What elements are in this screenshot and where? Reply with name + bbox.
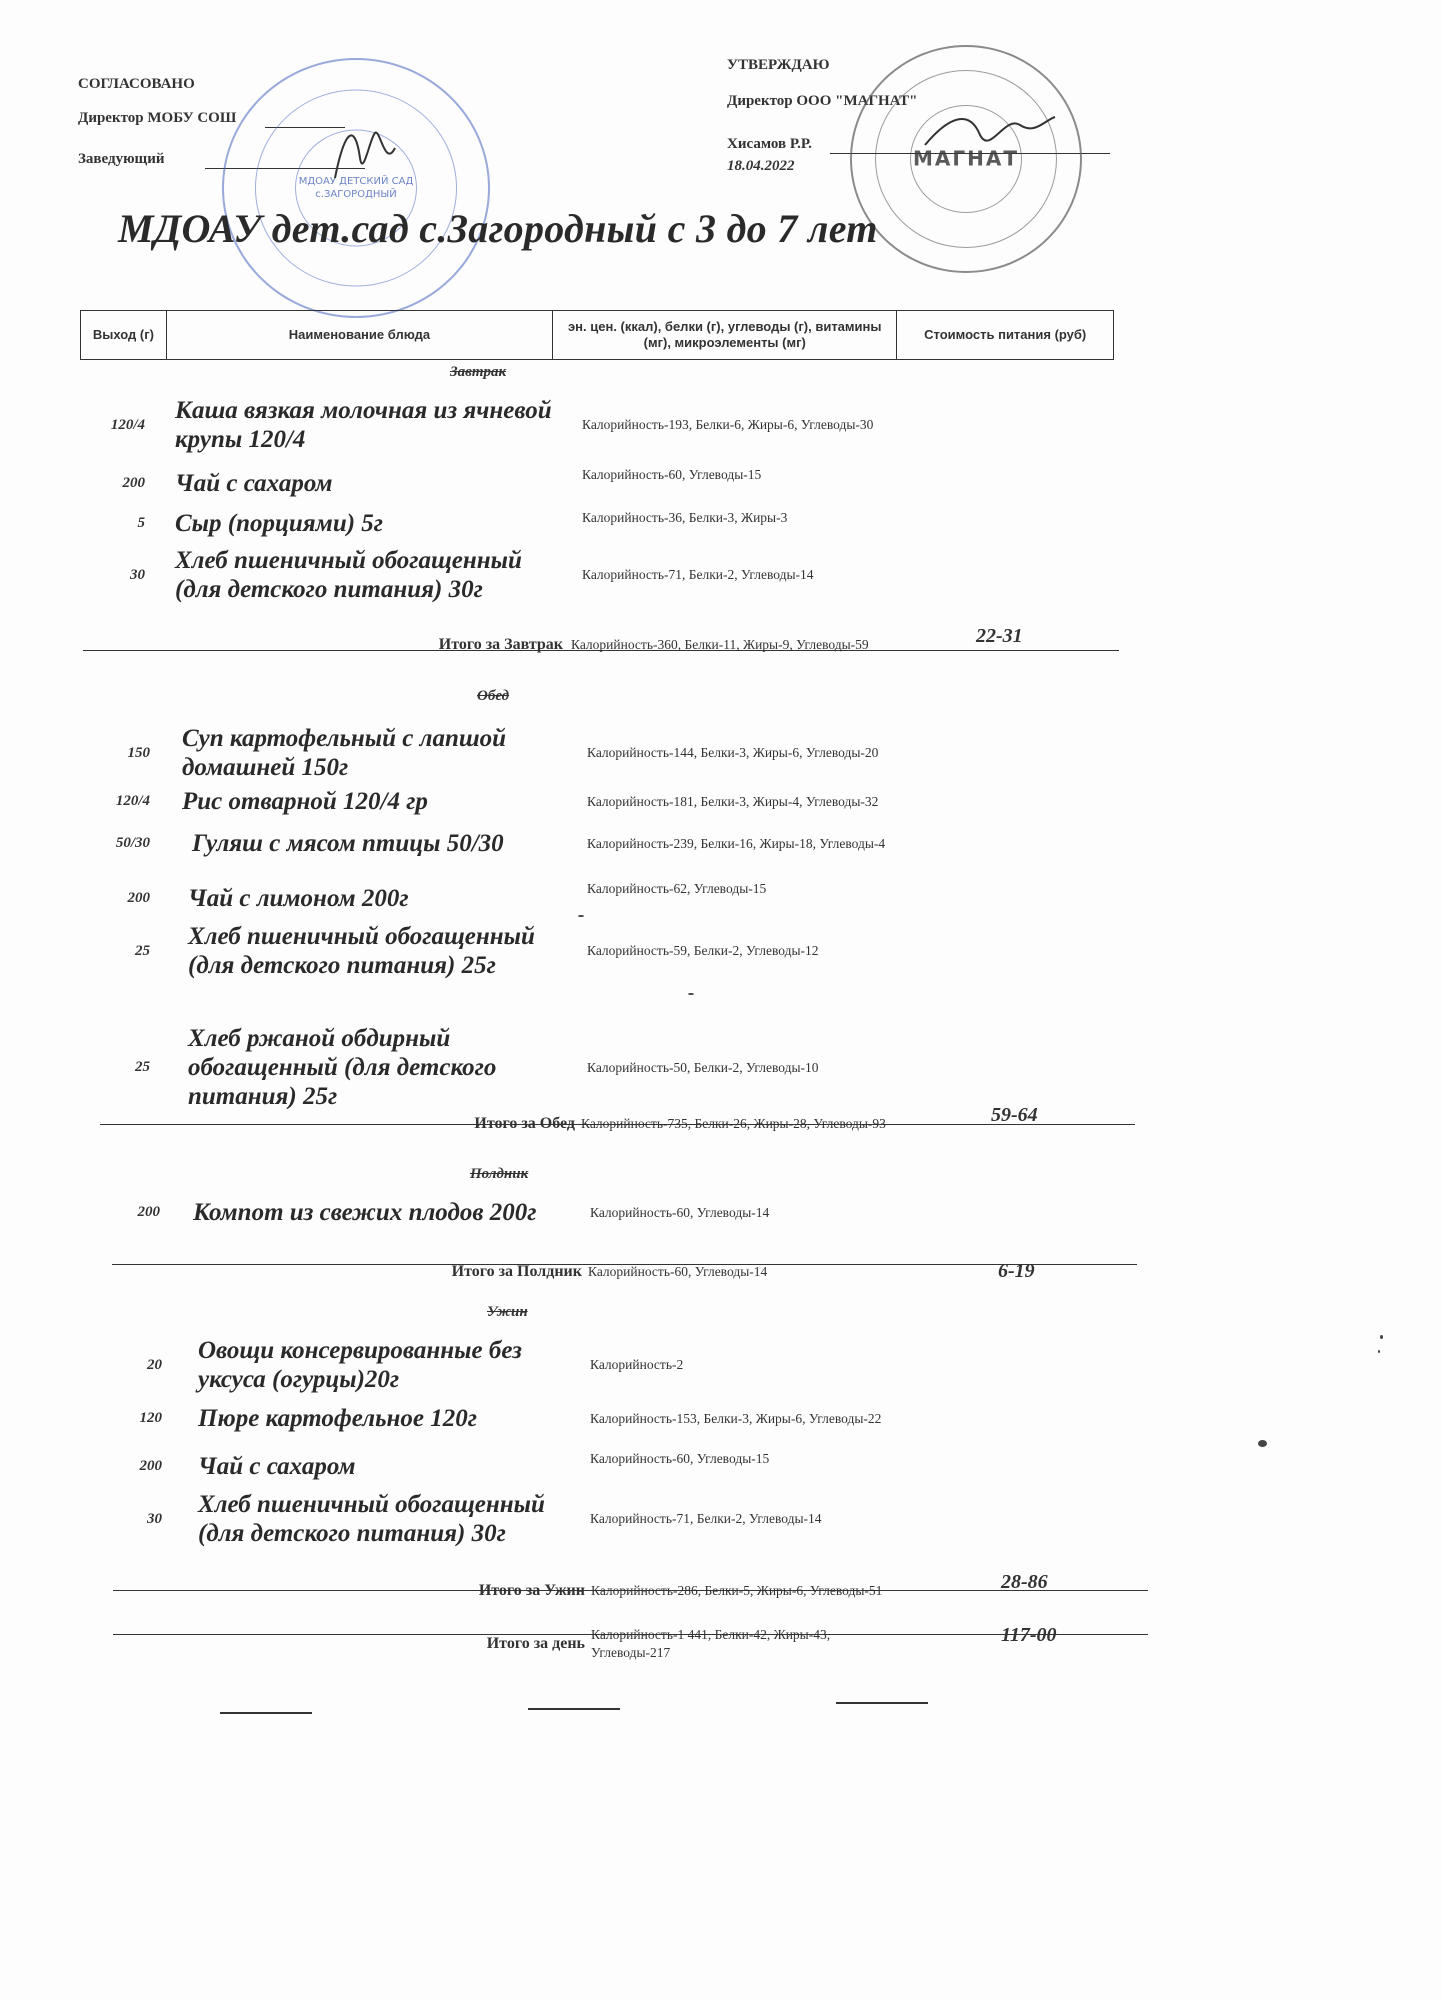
menu-row — [80, 724, 980, 782]
menu-row — [92, 1490, 992, 1548]
total-row — [83, 624, 1123, 654]
menu-row — [75, 509, 975, 538]
day-total-cost: 117-00 — [1001, 1623, 1057, 1646]
amount: 200 — [139, 1458, 162, 1474]
dish-name: Хлеб пшеничный обогащенный (для детского питания) 25г — [188, 923, 535, 979]
dish-name: Чай с лимоном 200г — [188, 885, 409, 912]
menu-row — [92, 1452, 992, 1481]
signature-line — [220, 1712, 312, 1714]
company-director-label: Директор ООО "МАГНАТ" — [727, 93, 918, 109]
nutrition: Калорийность-239, Белки-16, Жиры-18, Углеводы-4 — [587, 835, 886, 851]
total-label: Итого за Ужин — [478, 1582, 585, 1599]
approval-date: 18.04.2022 — [727, 158, 795, 174]
meal-cost: 59-64 — [991, 1103, 1038, 1126]
menu-row — [80, 922, 980, 980]
amount: 150 — [127, 744, 150, 761]
nutrition: Калорийность-153, Белки-3, Жиры-6, Углеводы-22 — [590, 1410, 882, 1426]
amount: 200 — [122, 475, 145, 491]
menu-row — [92, 1404, 992, 1433]
amount: 120/4 — [115, 793, 150, 809]
total-nutrition: Калорийность-60, Углеводы-14 — [588, 1263, 768, 1279]
amount: 25 — [135, 1059, 150, 1075]
nutrition: Калорийность-36, Белки-3, Жиры-3 — [582, 509, 788, 525]
dish-name: Хлеб пшеничный обогащенный (для детского питания) 30г — [198, 1491, 545, 1547]
nutrition: Калорийность-50, Белки-2, Углеводы-10 — [587, 1059, 819, 1075]
nutrition: Калорийность-71, Белки-2, Углеводы-14 — [582, 567, 814, 582]
dish-name: Чай с сахаром — [175, 470, 333, 497]
amount: 30 — [130, 566, 145, 583]
amount: 25 — [135, 942, 150, 959]
column-header-amount: Выход (г) — [81, 311, 167, 359]
dish-name: Чай с сахаром — [198, 1453, 356, 1480]
nutrition: Калорийность-2 — [590, 1357, 684, 1372]
section-title: Ужин — [487, 1304, 528, 1320]
agreed-label: СОГЛАСОВАНО — [78, 76, 195, 92]
amount: 20 — [147, 1356, 162, 1373]
scan-speck — [1380, 1335, 1383, 1339]
total-nutrition: Калорийность-735, Белки-26, Жиры-28, Углеводы-93 — [581, 1116, 886, 1131]
scan-speck — [1258, 1440, 1267, 1447]
amount: 200 — [137, 1204, 160, 1220]
nutrition: Калорийность-60, Углеводы-15 — [582, 466, 762, 482]
nutrition: Калорийность-59, Белки-2, Углеводы-12 — [587, 943, 819, 958]
menu-row — [80, 1024, 980, 1111]
menu-row — [80, 829, 980, 858]
total-row — [113, 1570, 1153, 1600]
day-total-label: Итого за день — [486, 1635, 585, 1652]
signature-scribble — [325, 118, 405, 188]
meal-cost: 6-19 — [998, 1260, 1035, 1282]
page-title: МДОАУ дет.сад с.Загородный с 3 до 7 лет — [118, 206, 878, 251]
table-header — [80, 310, 1114, 360]
amount: 50/30 — [115, 835, 150, 851]
organization-stamp — [222, 58, 490, 318]
nutrition: Калорийность-181, Белки-3, Жиры-4, Углеводы-32 — [587, 793, 879, 809]
dish-name: Хлеб ржаной обдирный обогащенный (для детского питания) 25г — [188, 1025, 497, 1110]
head-label: Заведующий — [78, 151, 165, 167]
total-row — [100, 1103, 1140, 1133]
director-name: Хисамов Р.Р. — [727, 136, 812, 152]
menu-row — [92, 1336, 992, 1394]
menu-row — [90, 1198, 990, 1227]
dish-name: Компот из свежих плодов 200г — [193, 1199, 537, 1226]
total-label: Итого за Полдник — [451, 1262, 582, 1280]
signature-line — [528, 1708, 620, 1710]
signature-line — [836, 1702, 928, 1704]
dish-name: Овощи консервированные без уксуса (огурцы)20г — [198, 1337, 522, 1393]
dish-name: Хлеб пшеничный обогащенный (для детского питания) 30г — [175, 547, 522, 603]
signature-scribble — [920, 105, 1060, 160]
nutrition: Калорийность-62, Углеводы-15 — [587, 880, 767, 896]
total-row — [112, 1260, 1142, 1283]
nutrition: Калорийность-144, Белки-3, Жиры-6, Углеводы-20 — [587, 745, 879, 760]
day-total-nutrition: Калорийность-1 441, Белки-42, Жиры-43, Углеводы-217 — [591, 1627, 831, 1660]
column-header-nutrition: эн. цен. (ккал), белки (г), углеводы (г), витамины (мг), микроэлементы (мг) — [553, 311, 897, 359]
school-director-label: Директор МОБУ СОШ — [78, 110, 237, 126]
day-total-row — [113, 1623, 1153, 1662]
amount: 5 — [137, 515, 145, 531]
meal-cost: 28-86 — [1001, 1570, 1048, 1593]
dish-name: Гуляш с мясом птицы 50/30 — [192, 830, 504, 857]
column-header-dish: Наименование блюда — [167, 311, 553, 359]
scan-speck — [1378, 1350, 1380, 1353]
meal-cost: 22-31 — [976, 624, 1023, 647]
nutrition: Калорийность-193, Белки-6, Жиры-6, Углеводы-30 — [582, 417, 874, 432]
amount: 200 — [127, 890, 150, 906]
menu-row — [75, 546, 975, 604]
stamp-text: МДОАУ ДЕТСКИЙ САД с.ЗАГОРОДНЫЙ — [298, 176, 414, 200]
dish-name: Сыр (порциями) 5г — [175, 510, 384, 537]
amount: 30 — [147, 1510, 162, 1527]
menu-row — [75, 466, 975, 498]
dish-name: Рис отварной 120/4 гр — [182, 788, 428, 815]
total-label: Итого за Обед — [474, 1115, 575, 1132]
section-title: Обед — [477, 688, 510, 704]
scan-speck — [688, 993, 694, 995]
amount: 120/4 — [110, 416, 145, 433]
menu-row — [80, 787, 980, 816]
dish-name: Суп картофельный с лапшой домашней 150г — [182, 725, 507, 781]
dish-name: Пюре картофельное 120г — [198, 1405, 477, 1432]
amount: 120 — [139, 1410, 162, 1426]
scan-speck — [578, 915, 584, 917]
nutrition: Калорийность-60, Углеводы-14 — [590, 1204, 770, 1220]
section-title: Завтрак — [450, 364, 507, 380]
total-nutrition: Калорийность-360, Белки-11, Жиры-9, Углеводы-59 — [571, 637, 869, 652]
menu-row — [80, 880, 980, 913]
dish-name: Каша вязкая молочная из ячневой крупы 120/4 — [175, 397, 552, 453]
section-title: Полдник — [470, 1166, 529, 1182]
menu-row — [75, 396, 975, 454]
nutrition: Калорийность-71, Белки-2, Углеводы-14 — [590, 1511, 822, 1526]
stamp-text: МАГНАТ — [913, 146, 1019, 171]
approve-label: УТВЕРЖДАЮ — [727, 57, 830, 73]
column-header-cost: Стоимость питания (руб) — [924, 327, 1087, 342]
nutrition: Калорийность-60, Углеводы-15 — [590, 1450, 770, 1466]
total-label: Итого за Завтрак — [438, 636, 563, 653]
total-nutrition: Калорийность-286, Белки-5, Жиры-6, Углеводы-51 — [591, 1583, 883, 1598]
